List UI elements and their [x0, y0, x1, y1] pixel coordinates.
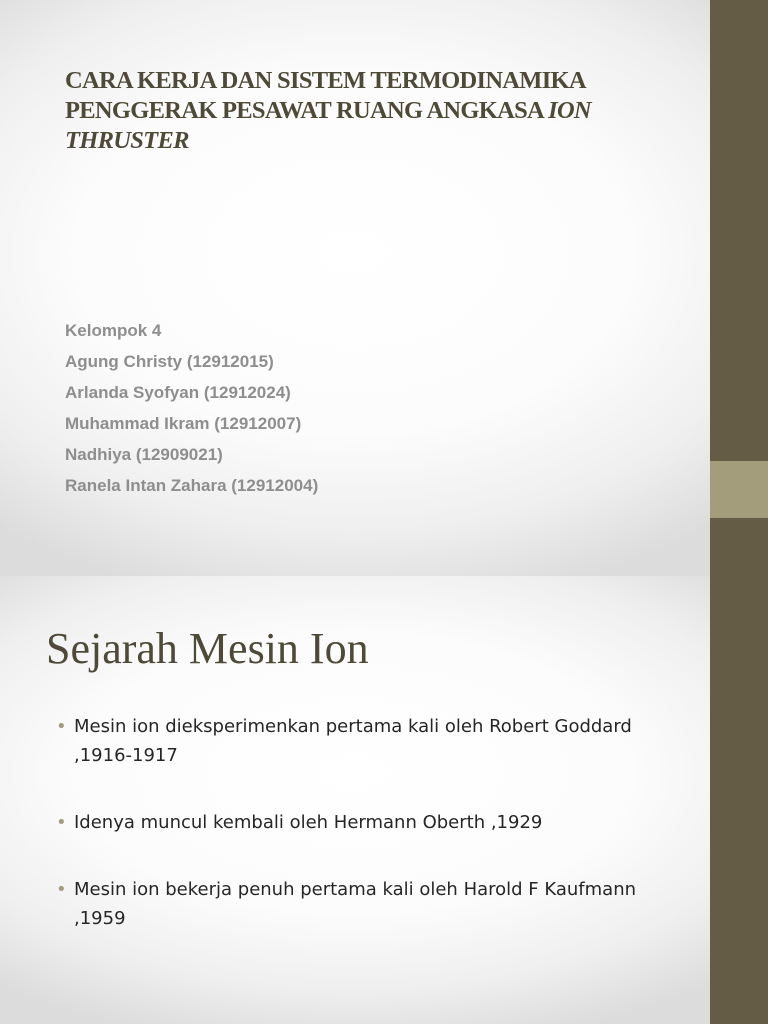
- member-item: Nadhiya (12909021): [65, 445, 223, 464]
- bullet-text: Mesin ion dieksperimenkan pertama kali oleh Robert Goddard ,1916-1917: [74, 716, 632, 766]
- group-label: Kelompok 4: [65, 321, 162, 340]
- side-accent-block: [710, 461, 768, 518]
- bullet-icon: •: [56, 716, 67, 737]
- bullet-icon: •: [56, 879, 67, 900]
- member-item: Agung Christy (12912015): [65, 352, 274, 371]
- group-member-list: [65, 315, 318, 501]
- bullet-icon: •: [56, 812, 67, 833]
- slide-title: Sejarah Mesin Ion: [46, 624, 369, 673]
- slide-title: [65, 66, 645, 156]
- history-slide: [0, 576, 768, 1024]
- bullet-text: Mesin ion bekerja penuh pertama kali oleh Harold F Kaufmann ,1959: [74, 879, 637, 929]
- member-item: Arlanda Syofyan (12912024): [65, 383, 291, 402]
- member-item: Muhammad Ikram (12912007): [65, 414, 302, 433]
- bullet-text: Idenya muncul kembali oleh Hermann Oberth ,1929: [74, 812, 543, 833]
- bullet-item: [56, 875, 676, 933]
- title-main-text: CARA KERJA DAN SISTEM TERMODINAMIKA PENGGERAK PESAWAT RUANG ANGKASA: [65, 67, 585, 124]
- title-italic-text: ION THRUSTER: [65, 97, 591, 154]
- member-item: Ranela Intan Zahara (12912004): [65, 476, 319, 495]
- side-bar: [710, 576, 768, 1024]
- bullet-list: [56, 712, 676, 933]
- bullet-item: [56, 808, 676, 837]
- bullet-item: [56, 712, 676, 770]
